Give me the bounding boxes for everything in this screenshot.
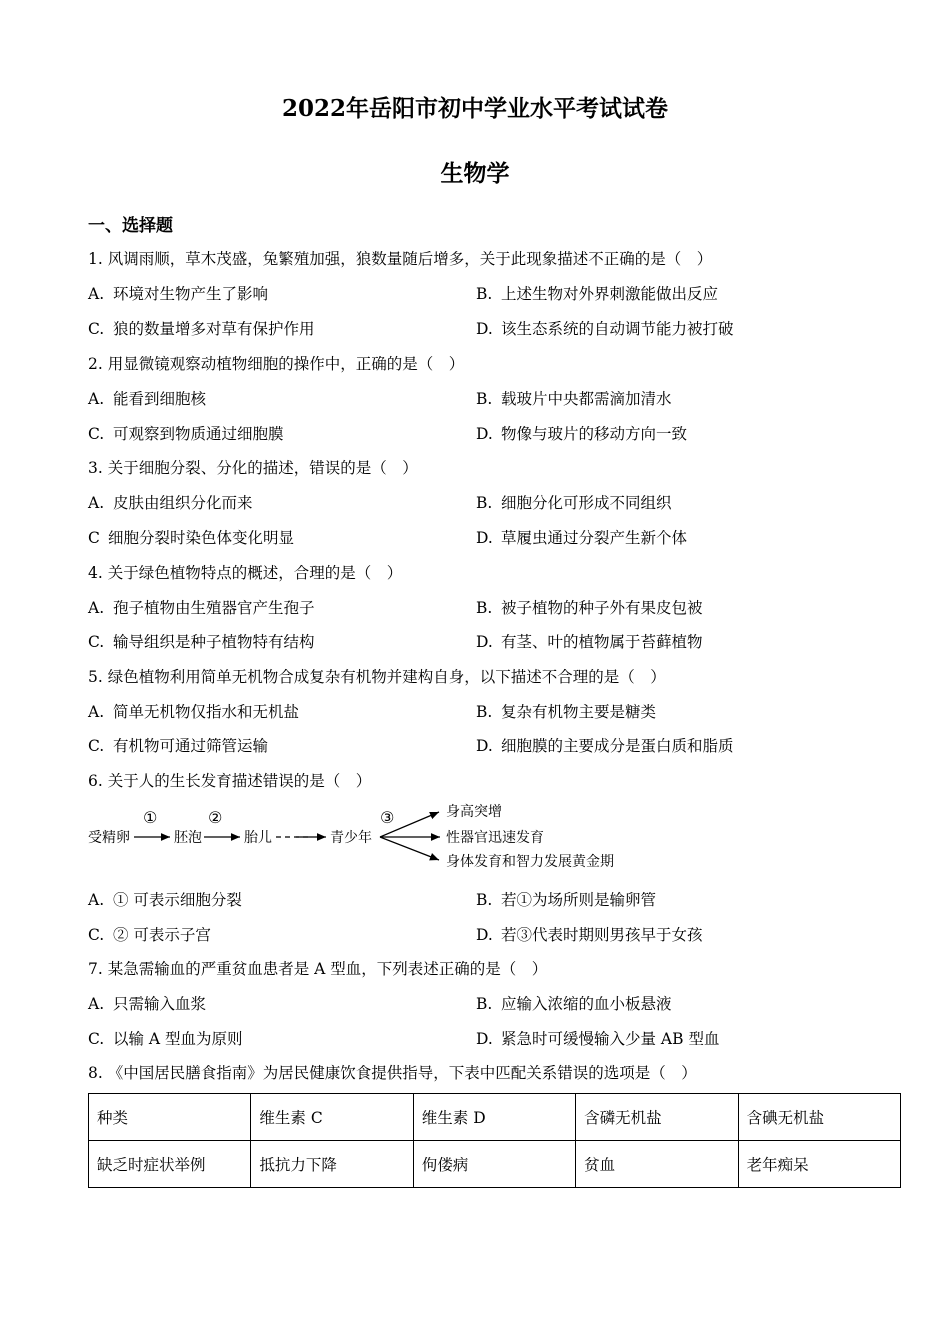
- table-cell: 抵抗力下降: [251, 1141, 413, 1188]
- label-2: ②: [208, 808, 223, 827]
- option: A. 能看到细胞核: [88, 390, 207, 408]
- label-3: ③: [380, 808, 395, 827]
- label-1: ①: [143, 808, 158, 827]
- development-flow-diagram: [88, 802, 628, 872]
- question-stem: 2. 用显微镜观察动植物细胞的操作中，正确的是（ ）: [88, 355, 465, 373]
- question-stem: 3. 关于细胞分裂、分化的描述，错误的是（ ）: [88, 459, 418, 477]
- option: B. 细胞分化可形成不同组织: [476, 494, 672, 512]
- option: D. 若③代表时期则男孩早于女孩: [476, 926, 703, 944]
- table-row: [89, 1094, 901, 1141]
- option: B. 被子植物的种子外有果皮包被: [476, 599, 703, 617]
- option: A. 只需输入血浆: [88, 995, 207, 1013]
- option: A. ① 可表示细胞分裂: [88, 891, 242, 909]
- table-cell: 含磷无机盐: [576, 1094, 738, 1141]
- node-adolescent: 青少年: [330, 830, 372, 846]
- option: C. ② 可表示子宫: [88, 926, 211, 944]
- question-stem: 6. 关于人的生长发育描述错误的是（ ）: [88, 772, 372, 790]
- option: D. 草履虫通过分裂产生新个体: [476, 529, 688, 547]
- option: C. 狼的数量增多对草有保护作用: [88, 320, 315, 338]
- option: B. 应输入浓缩的血小板悬液: [476, 995, 672, 1013]
- table-cell: 老年痴呆: [738, 1141, 900, 1188]
- table-cell: 维生素 D: [413, 1094, 575, 1141]
- question-stem: 8. 《中国居民膳食指南》为居民健康饮食提供指导，下表中匹配关系错误的选项是（ ）: [88, 1064, 697, 1082]
- table-cell: 佝偻病: [413, 1141, 575, 1188]
- question-stem: 1. 风调雨顺，草木茂盛，兔繁殖加强，狼数量随后增多，关于此现象描述不正确的是（ ）: [88, 250, 713, 268]
- branch-arrow: [380, 837, 439, 860]
- option: C 细胞分裂时染色体变化明显: [88, 529, 295, 547]
- option: C. 有机物可通过筛管运输: [88, 737, 269, 755]
- branch-height: 身高突增: [446, 804, 502, 820]
- branch-sex-organs: 性器官迅速发育: [446, 830, 544, 846]
- nutrition-table: [88, 1093, 901, 1188]
- option: B. 复杂有机物主要是糖类: [476, 703, 657, 721]
- option: D. 有茎、叶的植物属于苔藓植物: [476, 633, 703, 651]
- table-cell: 维生素 C: [251, 1094, 413, 1141]
- question-stem: 5. 绿色植物利用简单无机物合成复杂有机物并建构自身，以下描述不合理的是（ ）: [88, 668, 666, 686]
- node-fetus: 胎儿: [244, 830, 272, 846]
- section-heading: 一、选择题: [88, 216, 173, 236]
- option: B. 载玻片中央都需滴加清水: [476, 390, 672, 408]
- table-cell: 贫血: [576, 1141, 738, 1188]
- option: B. 上述生物对外界刺激能做出反应: [476, 285, 719, 303]
- option: D. 细胞膜的主要成分是蛋白质和脂质: [476, 737, 734, 755]
- question-stem: 7. 某急需输血的严重贫血患者是 A 型血，下列表述正确的是（ ）: [88, 960, 548, 978]
- page-subtitle: 生物学: [440, 160, 510, 187]
- option: A. 环境对生物产生了影响: [88, 285, 269, 303]
- option: D. 紧急时可缓慢输入少量 AB 型血: [476, 1030, 720, 1048]
- table-cell: 种类: [89, 1094, 251, 1141]
- branch-golden-period: 身体发育和智力发展黄金期: [446, 854, 614, 870]
- table-cell: 含碘无机盐: [738, 1094, 900, 1141]
- question-stem: 4. 关于绿色植物特点的概述，合理的是（ ）: [88, 564, 403, 582]
- option: C. 可观察到物质通过细胞膜: [88, 425, 284, 443]
- option: D. 物像与玻片的移动方向一致: [476, 425, 688, 443]
- table-cell: 缺乏时症状举例: [89, 1141, 251, 1188]
- page-title: 2022年岳阳市初中学业水平考试试卷: [281, 95, 668, 122]
- node-blastocyst: 胚泡: [174, 830, 202, 846]
- option: C. 输导组织是种子植物特有结构: [88, 633, 315, 651]
- option: D. 该生态系统的自动调节能力被打破: [476, 320, 734, 338]
- option: A. 简单无机物仅指水和无机盐: [88, 703, 300, 721]
- option: C. 以输 A 型血为原则: [88, 1030, 243, 1048]
- option: A. 皮肤由组织分化而来: [88, 494, 253, 512]
- table-row: [89, 1141, 901, 1188]
- option: B. 若①为场所则是输卵管: [476, 891, 657, 909]
- option: A. 孢子植物由生殖器官产生孢子: [88, 599, 315, 617]
- node-zygote: 受精卵: [88, 830, 130, 846]
